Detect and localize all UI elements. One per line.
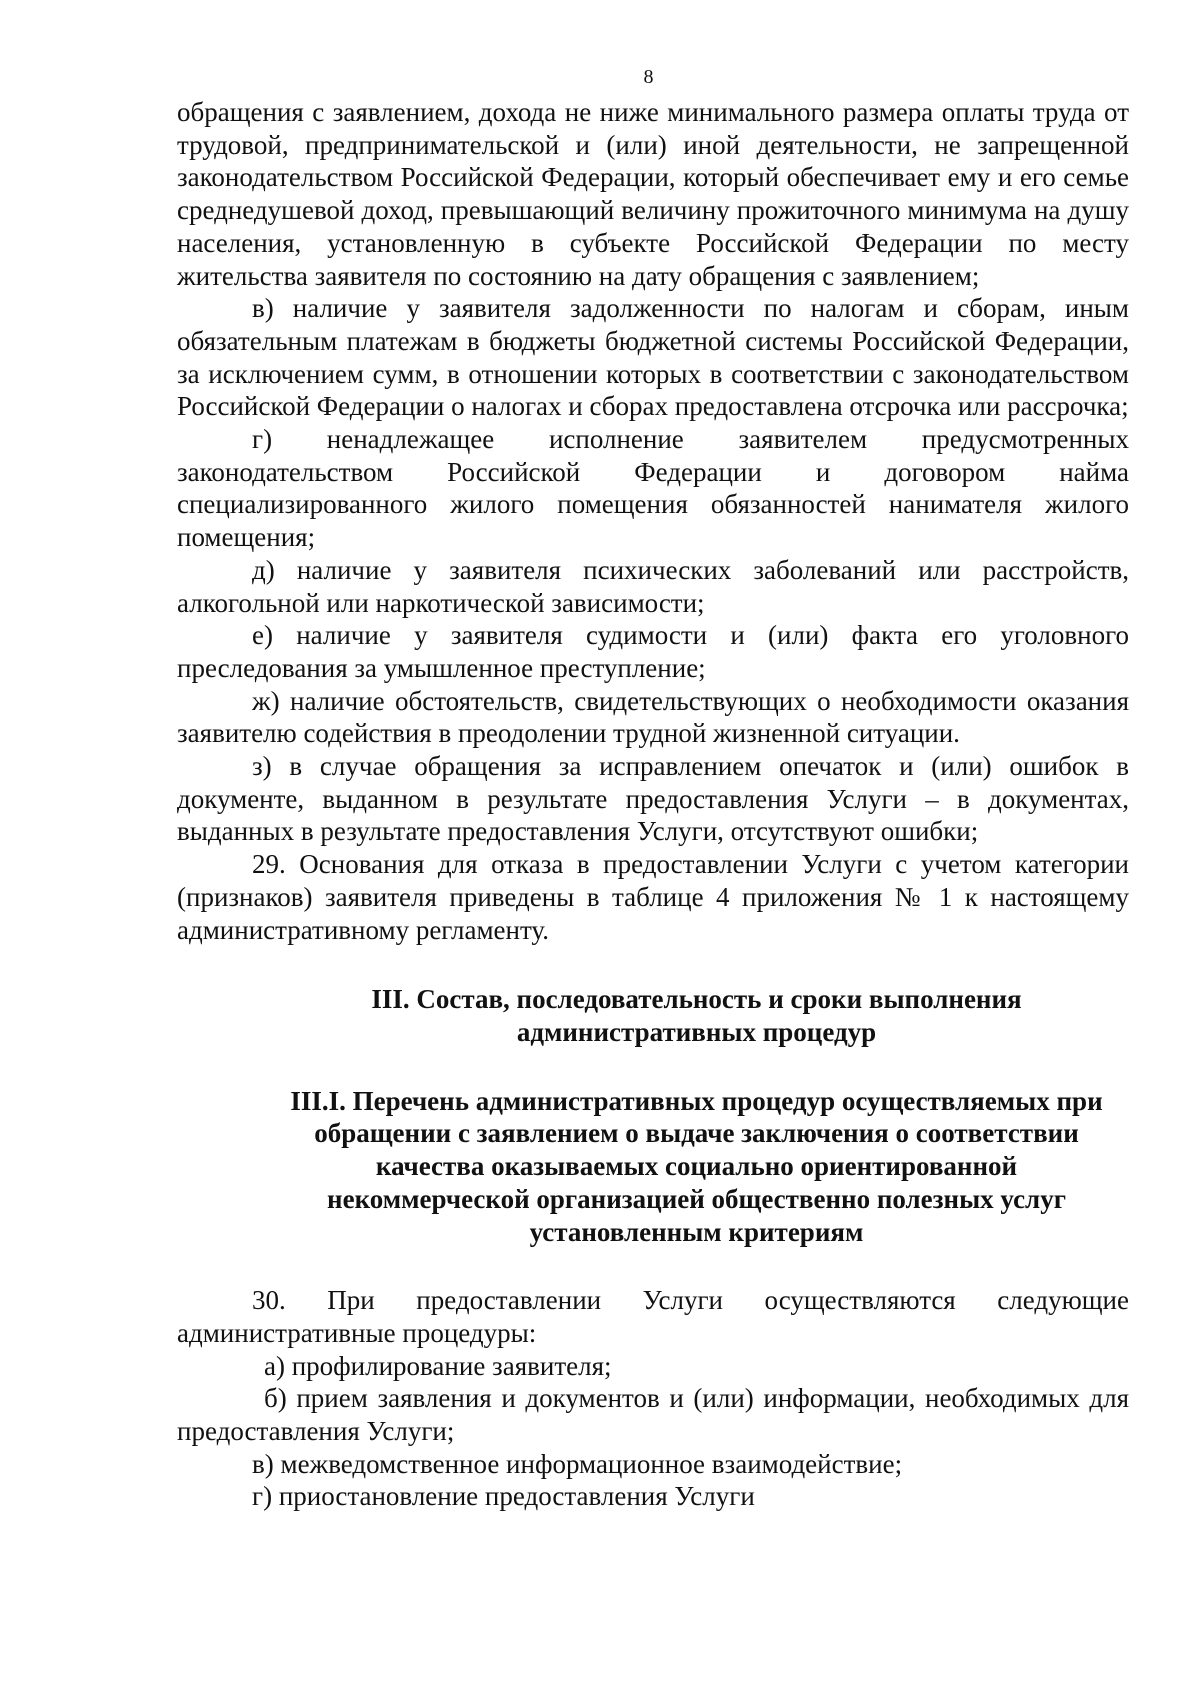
paragraph-item-z: з) в случае обращения за исправлением опечаток и (или) ошибок в документе, выданном в результате предоставления Услуги – в документах, выданных в результате предоставления Услуги, отсутствуют ошибки; bbox=[177, 751, 1129, 847]
section-heading-line: III. Состав, последовательность и сроки выполнения bbox=[371, 984, 1022, 1015]
subsection-heading-line: некоммерческой организацией общественно полезных услуг bbox=[327, 1183, 1066, 1214]
list-item-b: б) прием заявления и документов и (или) информации, необходимых для предоставления Услуги; bbox=[177, 1383, 1129, 1447]
page-number: 8 bbox=[643, 66, 654, 88]
document-body bbox=[177, 96, 1129, 1513]
paragraph-item-v: в) наличие у заявителя задолженности по налогам и сборам, иным обязательным платежам в бюджеты бюджетной системы Российской Федерации, за исключением сумм, в отношении которых в соответствии с законодательством Российской Федерации о налогах и сборах предоставлена отсрочка или рассрочка; bbox=[177, 293, 1129, 422]
paragraph-30: 30. При предоставлении Услуги осуществляются следующие административные процедуры: bbox=[177, 1285, 1129, 1348]
paragraph-item-e: е) наличие у заявителя судимости и (или) факта его уголовного преследования за умышленное преступление; bbox=[177, 620, 1129, 683]
paragraph-item-zh: ж) наличие обстоятельств, свидетельствующих о необходимости оказания заявителю содействия в преодолении трудной жизненной ситуации. bbox=[177, 685, 1129, 749]
subsection-heading bbox=[177, 1085, 1129, 1249]
paragraph-29: 29. Основания для отказа в предоставлении Услуги с учетом категории (признаков) заявителя приведены в таблице 4 приложения № 1 к настоящему административному регламенту. bbox=[177, 849, 1129, 945]
subsection-heading-line: установленным критериям bbox=[529, 1216, 864, 1247]
list-item-g: г) приостановление предоставления Услуги bbox=[252, 1481, 755, 1512]
subsection-heading-line: качества оказываемых социально ориентированной bbox=[375, 1151, 1018, 1182]
subsection-heading-line: III.I. Перечень административных процедур осуществляемых при bbox=[290, 1085, 1103, 1116]
paragraph-item-g: г) ненадлежащее исполнение заявителем предусмотренных законодательством Российской Федерации и договором найма специализированного жилого помещения обязанностей нанимателя жилого помещения; bbox=[177, 424, 1129, 553]
paragraph-item-d: д) наличие у заявителя психических заболеваний или расстройств, алкогольной или наркотической зависимости; bbox=[177, 554, 1129, 618]
paragraph-continuation: обращения с заявлением, дохода не ниже минимального размера оплаты труда от трудовой, предпринимательской и (или) иной деятельности, не запрещенной законодательством Российской Федерации, который обеспечивает ему и его семье среднедушевой доход, превышающий величину прожиточного минимума на душу населения, установленную в субъекте Российской Федерации по месту жительства заявителя по состоянию на дату обращения с заявлением; bbox=[177, 97, 1129, 291]
section-heading bbox=[177, 983, 1129, 1048]
section-heading-line: административных процедур bbox=[516, 1016, 877, 1047]
subsection-heading-line: обращении с заявлением о выдаче заключения о соответствии bbox=[314, 1118, 1079, 1149]
list-item-v: в) межведомственное информационное взаимодействие; bbox=[252, 1448, 903, 1479]
list-item-a: а) профилирование заявителя; bbox=[264, 1350, 612, 1381]
